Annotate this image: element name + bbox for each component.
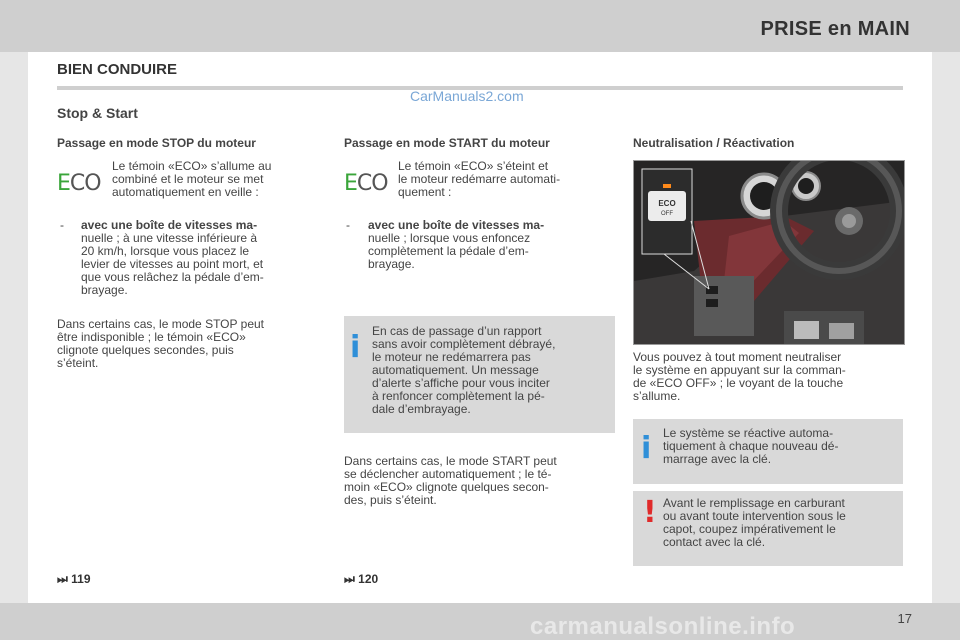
col2-heading: Passage en mode START du moteur xyxy=(344,136,550,150)
col2-note-line: dale d’embrayage. xyxy=(372,402,471,416)
col2-bullet-line: nuelle ; lorsque vous enfoncez xyxy=(368,231,531,245)
left-margin xyxy=(0,52,28,612)
col2-para-line: moin «ECO» clignote quelques secon- xyxy=(344,480,549,494)
ref-arrow-icon: ⏭ xyxy=(344,572,355,586)
col1-paragraph xyxy=(57,318,327,370)
col2-intro xyxy=(398,160,615,199)
col2-note-line: d’alerte s’affiche pour vous inciter xyxy=(372,376,550,390)
col3-warn-line: contact avec la clé. xyxy=(663,535,766,549)
col2-para-line: Dans certains cas, le mode START peut xyxy=(344,454,557,468)
col3-warning-text xyxy=(663,497,899,549)
col2-intro-line: Le témoin «ECO» s’éteint et xyxy=(398,159,549,173)
col1-para-line: s’éteint. xyxy=(57,356,99,370)
eco-indicator-icon: ECO xyxy=(344,171,388,196)
dashboard-illustration xyxy=(634,161,904,344)
col2-info-note xyxy=(344,316,615,433)
col1-para-line: Dans certains cas, le mode STOP peut xyxy=(57,317,264,331)
ref-number: 119 xyxy=(71,572,91,586)
col3-para-line: de «ECO OFF» ; le voyant de la touche xyxy=(633,376,844,390)
col1-heading: Passage en mode STOP du moteur xyxy=(57,136,256,150)
col3-info-line: marrage avec la clé. xyxy=(663,452,772,466)
col1-intro-line: Le témoin «ECO» s’allume au xyxy=(112,159,272,173)
col1-bullet-line: 20 km/h, lorsque vous placez le xyxy=(81,244,250,258)
col3-paragraph xyxy=(633,351,903,403)
col1-bullet-line: levier de vitesses au point mort, et xyxy=(81,257,264,271)
col2-intro-line: quement : xyxy=(398,185,452,199)
col3-warn-line: capot, coupez impérativement le xyxy=(663,522,836,536)
col2-paragraph xyxy=(344,455,615,507)
col3-info-line: Le système se réactive automa- xyxy=(663,426,834,440)
col2-note-line: automatiquement. Un message xyxy=(372,363,539,377)
ref-arrow-icon: ⏭ xyxy=(57,572,68,586)
eco-indicator-icon: ECO xyxy=(57,171,101,196)
col3-info-text xyxy=(663,427,899,466)
col1-bullet xyxy=(81,219,327,297)
col2-info-text xyxy=(372,325,612,416)
info-icon: i xyxy=(350,330,361,365)
eco-off-button-sub: OFF xyxy=(661,211,673,217)
col1-bullet-dash: - xyxy=(60,218,64,232)
col2-intro-line: le moteur redémarre automati- xyxy=(398,172,561,186)
right-margin xyxy=(932,52,960,612)
bottom-bar xyxy=(0,603,960,640)
col2-page-ref[interactable] xyxy=(344,572,378,587)
col1-intro-line: combiné et le moteur se met xyxy=(112,172,264,186)
col3-heading: Neutralisation / Réactivation xyxy=(633,136,795,150)
watermark[interactable]: CarManuals2.com xyxy=(410,88,524,104)
info-icon: i xyxy=(641,431,652,466)
col1-bullet-line: brayage. xyxy=(81,283,128,297)
col3-warn-line: ou avant toute intervention sous le xyxy=(663,509,846,523)
warning-icon: ! xyxy=(643,495,657,530)
footer-watermark[interactable]: carmanualsonline.info xyxy=(530,613,796,640)
col2-bullet-line: brayage. xyxy=(368,257,415,271)
col1-bullet-line: que vous relâchez la pédale d’em- xyxy=(81,270,264,284)
col2-note-line: En cas de passage d’un rapport xyxy=(372,324,542,338)
chapter-title: PRISE en MAIN xyxy=(760,18,910,40)
col1-para-line: être indisponible ; le témoin «ECO» xyxy=(57,330,246,344)
col3-warning-note xyxy=(633,491,903,566)
subsection-title: Stop & Start xyxy=(57,105,138,121)
col2-para-line: se déclencher automatiquement ; le té- xyxy=(344,467,552,481)
col2-bullet-line: avec une boîte de vitesses ma- xyxy=(368,218,545,232)
col2-bullet-line: complètement la pédale d’em- xyxy=(368,244,529,258)
col2-note-line: le moteur ne redémarrera pas xyxy=(372,350,531,364)
section-title: BIEN CONDUIRE xyxy=(57,61,178,78)
col2-bullet-dash: - xyxy=(346,218,350,232)
col1-bullet-line: avec une boîte de vitesses ma- xyxy=(81,218,258,232)
ref-number: 120 xyxy=(358,572,379,586)
col1-bullet-line: nuelle ; à une vitesse inférieure à xyxy=(81,231,258,245)
col1-intro-line: automatiquement en veille : xyxy=(112,185,259,199)
col3-para-line: s’allume. xyxy=(633,389,681,403)
col3-warn-line: Avant le remplissage en carburant xyxy=(663,496,845,510)
col1-page-ref[interactable] xyxy=(57,572,91,587)
col2-note-line: à renfoncer complètement la pé- xyxy=(372,389,545,403)
dashboard-photo xyxy=(633,160,905,345)
col1-intro xyxy=(112,160,327,199)
col3-para-line: Vous pouvez à tout moment neutraliser xyxy=(633,350,842,364)
col3-info-line: tiquement à chaque nouveau dé- xyxy=(663,439,839,453)
col2-bullet xyxy=(368,219,615,271)
eco-off-button-label: ECO xyxy=(658,199,676,208)
page-number: 17 xyxy=(897,611,912,626)
col3-para-line: le système en appuyant sur la comman- xyxy=(633,363,846,377)
col2-note-line: sans avoir complètement débrayé, xyxy=(372,337,556,351)
col2-para-line: des, puis s’éteint. xyxy=(344,493,437,507)
col3-info-note xyxy=(633,419,903,484)
col1-para-line: clignote quelques secondes, puis xyxy=(57,343,234,357)
